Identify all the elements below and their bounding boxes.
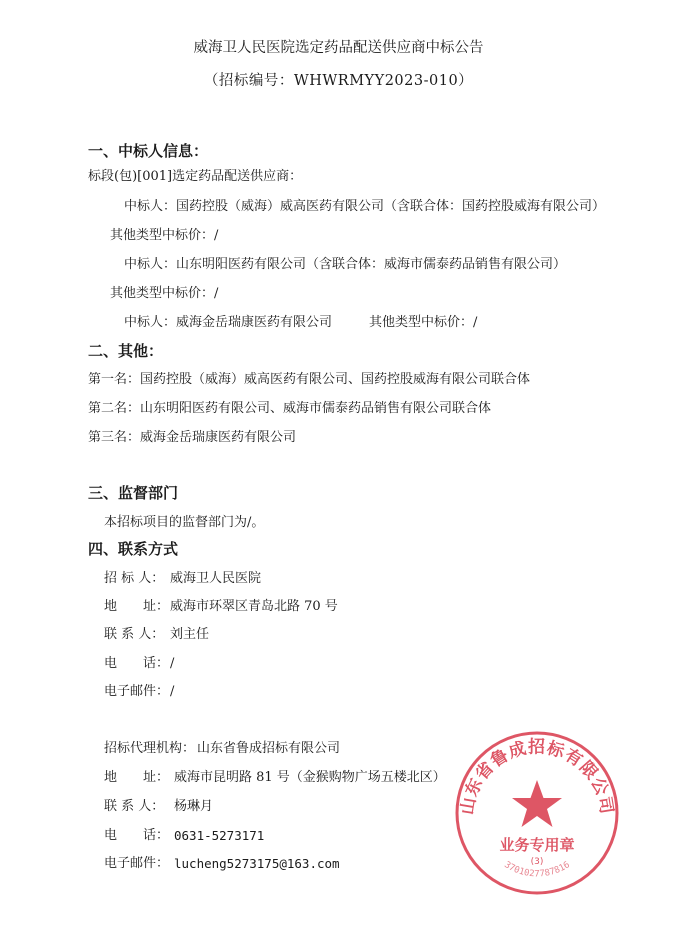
section-contact-heading: 四、联系方式 bbox=[88, 540, 179, 558]
seal-number-text: (3) bbox=[530, 857, 544, 867]
tenderer-label: 招 标 人： bbox=[104, 571, 165, 586]
agency-phone-value: 0631-5273171 bbox=[174, 828, 265, 843]
lot-line: 标段(包)[001]选定药品配送供应商： bbox=[88, 169, 303, 184]
agency-contact-label: 联 系 人： bbox=[104, 799, 165, 814]
section-winner-heading: 一、中标人信息： bbox=[88, 142, 209, 160]
winner-3: 中标人：威海金岳瑞康医药有限公司 bbox=[124, 315, 333, 330]
winner-1-price: 其他类型中标价：/ bbox=[110, 228, 219, 243]
winner-2: 中标人：山东明阳医药有限公司（含联合体：威海市儒泰药品销售有限公司） bbox=[124, 257, 567, 272]
email-value: / bbox=[170, 684, 175, 699]
section-other-heading: 二、其他： bbox=[88, 342, 164, 360]
rank-1: 第一名：国药控股（威海）威高医药有限公司、国药控股威海有限公司联合体 bbox=[88, 372, 531, 387]
agency-address-value: 威海市昆明路 81 号（金猴购物广场五楼北区） bbox=[174, 770, 446, 785]
company-seal bbox=[452, 728, 622, 898]
section-supervision-heading: 三、监督部门 bbox=[88, 484, 179, 502]
contact-value: 刘主任 bbox=[170, 627, 210, 642]
doc-title: 威海卫人民医院选定药品配送供应商中标公告 bbox=[193, 40, 484, 56]
winner-1: 中标人：国药控股（威海）威高医药有限公司（含联合体：国药控股威海有限公司） bbox=[124, 199, 606, 214]
agency-value: 山东省鲁成招标有限公司 bbox=[197, 741, 341, 756]
address-label: 地 址： bbox=[104, 599, 170, 614]
agency-address-label: 地 址： bbox=[104, 770, 170, 785]
supervision-text: 本招标项目的监督部门为/。 bbox=[104, 515, 265, 530]
rank-2: 第二名：山东明阳医药有限公司、威海市儒泰药品销售有限公司联合体 bbox=[88, 401, 492, 416]
agency-phone-label: 电 话： bbox=[104, 828, 170, 843]
winner-2-price: 其他类型中标价：/ bbox=[110, 286, 219, 301]
tenderer-value: 威海卫人民医院 bbox=[170, 571, 262, 586]
seal-purpose-text: 业务专用章 bbox=[499, 836, 575, 854]
winner-3-price: 其他类型中标价：/ bbox=[369, 315, 478, 330]
agency-label: 招标代理机构： bbox=[104, 741, 196, 756]
doc-subtitle: （招标编号：WHWRMYY2023-010） bbox=[203, 73, 474, 89]
agency-email-label: 电子邮件： bbox=[104, 856, 170, 871]
contact-label: 联 系 人： bbox=[104, 627, 165, 642]
address-value: 威海市环翠区青岛北路 70 号 bbox=[170, 599, 338, 614]
email-label: 电子邮件： bbox=[104, 684, 170, 699]
rank-3: 第三名：威海金岳瑞康医药有限公司 bbox=[88, 430, 297, 445]
seal-star-icon bbox=[512, 780, 562, 827]
agency-email-value: lucheng5273175@163.com bbox=[174, 856, 340, 871]
seal-org-text: 山东省鲁成招标有限公司 bbox=[457, 737, 617, 817]
agency-contact-value: 杨琳月 bbox=[174, 799, 214, 814]
phone-label: 电 话： bbox=[104, 656, 170, 671]
phone-value: / bbox=[170, 656, 175, 671]
seal-code-text: 3701027787816 bbox=[502, 860, 572, 880]
